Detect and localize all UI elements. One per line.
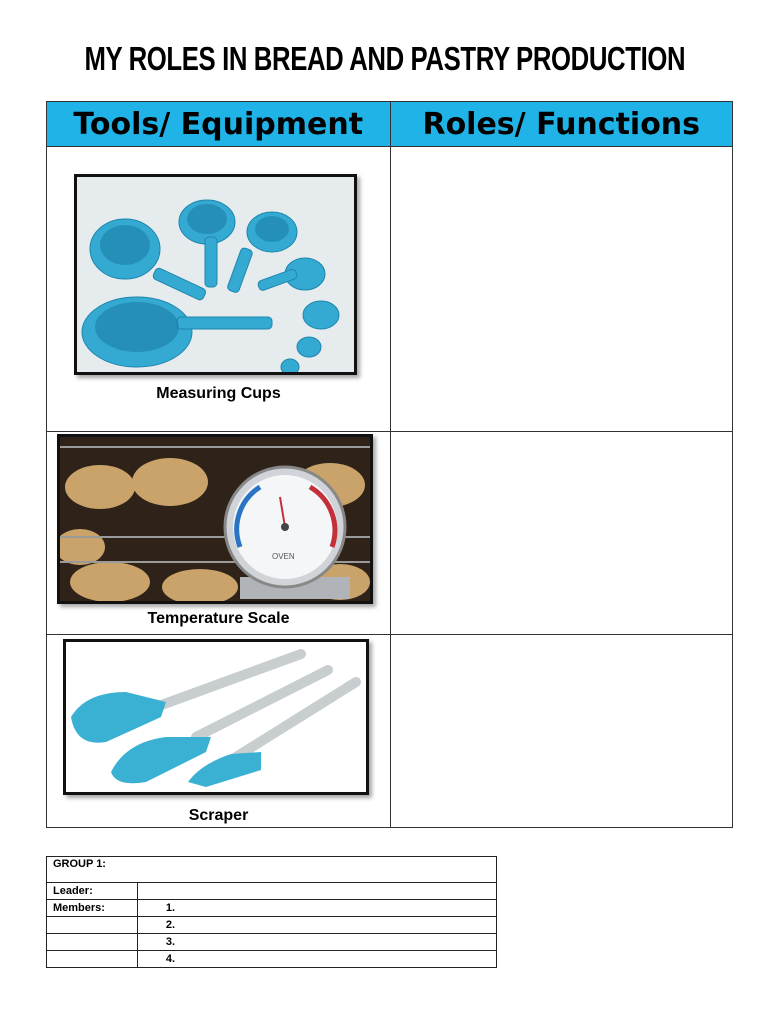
measuring-cups-image <box>74 174 357 375</box>
member-1-field[interactable]: 1. <box>137 900 496 917</box>
caption-scraper: Scraper <box>188 807 249 824</box>
tool-cell-measuring-cups <box>47 147 391 432</box>
page-title: MY ROLES IN BREAD AND PASTRY PRODUCTION <box>84 40 686 77</box>
members-spacer <box>47 951 138 968</box>
member-3-field[interactable]: 3. <box>137 934 496 951</box>
caption-measuring-cups: Measuring Cups <box>156 385 281 402</box>
oven-thermometer-image <box>57 434 373 604</box>
members-spacer <box>47 917 138 934</box>
header-roles: Roles/ Functions <box>390 102 733 147</box>
members-spacer <box>47 934 138 951</box>
tool-cell-scraper <box>47 635 391 828</box>
svg-text:OVEN: OVEN <box>272 552 295 561</box>
member-4-field[interactable]: 4. <box>137 951 496 968</box>
spatula-scrapers-image <box>63 639 369 795</box>
header-tools: Tools/ Equipment <box>47 102 391 147</box>
role-cell-2[interactable] <box>390 432 733 635</box>
members-label: Members: <box>47 900 138 917</box>
role-cell-3[interactable] <box>390 635 733 828</box>
group-table <box>46 856 497 968</box>
leader-field[interactable] <box>137 883 496 900</box>
tool-cell-temperature-scale <box>47 432 391 635</box>
roles-table <box>46 101 733 828</box>
role-cell-1[interactable] <box>390 147 733 432</box>
group-title: GROUP 1: <box>47 857 497 883</box>
leader-label: Leader: <box>47 883 138 900</box>
caption-temperature-scale: Temperature Scale <box>147 610 290 627</box>
member-2-field[interactable]: 2. <box>137 917 496 934</box>
